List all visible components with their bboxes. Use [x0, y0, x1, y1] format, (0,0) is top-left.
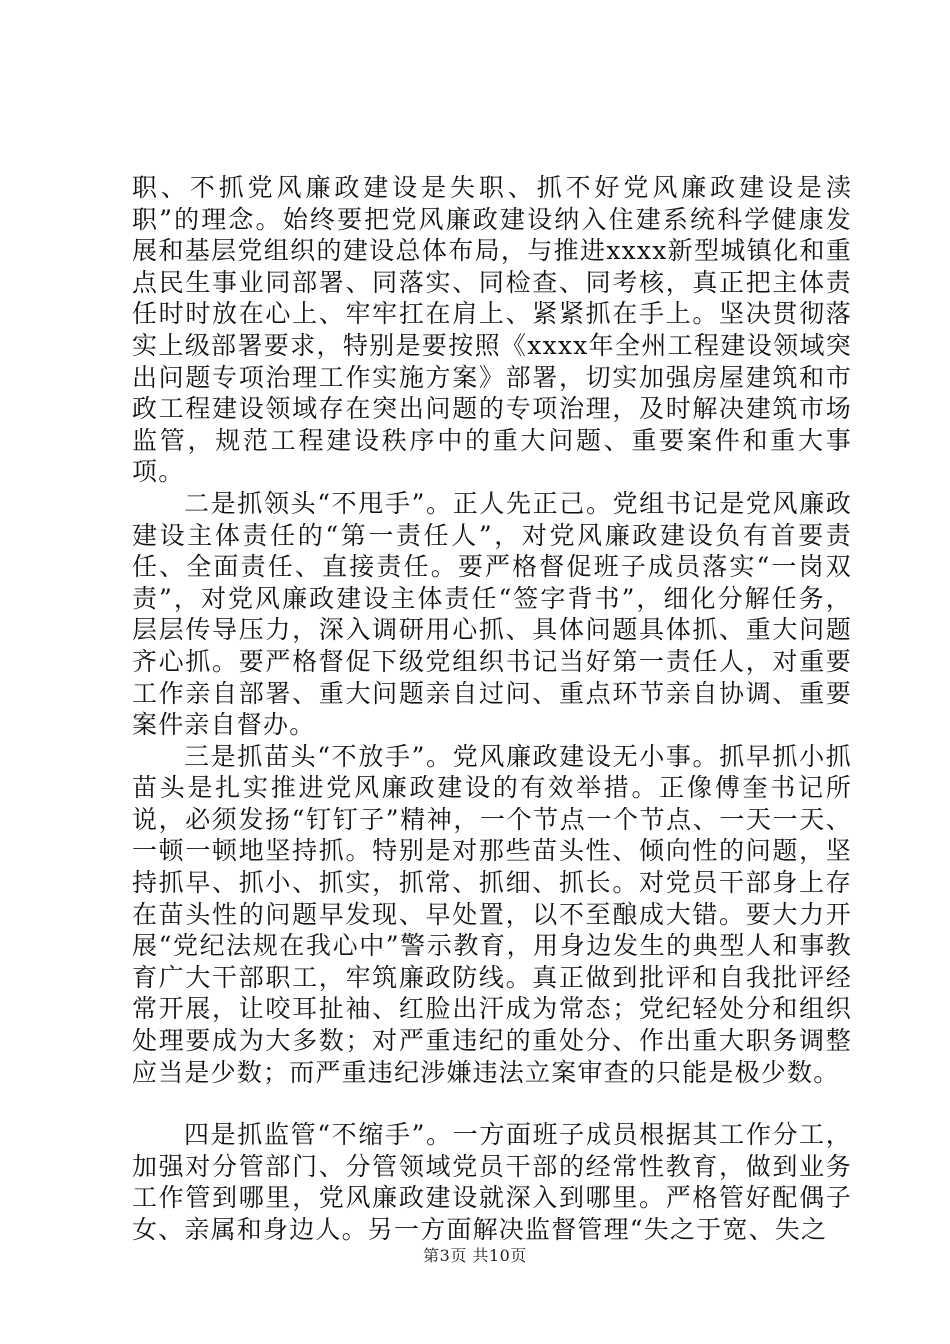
paragraph-point-4: 四是抓监管“不缩手”。一方面班子成员根据其工作分工，加强对分管部门、分管领域党员干部的经常性教育，做到业务工作管到哪里，党风廉政建设就深入到哪里。严格管好配偶子女、亲属和身边人。另一方面解决监督管理“失之于宽、失之: [132, 1120, 852, 1244]
paragraph-point-3: 三是抓苗头“不放手”。党风廉政建设无小事。抓早抓小抓苗头是扎实推进党风廉政建设的有效举措。正像傅奎书记所说，必须发扬“钉钉子”精神，一个节点一个节点、一天一天、一顿一顿地坚持抓。特别是对那些苗头性、倾向性的问题，坚持抓早、抓小、抓实，抓常、抓细、抓长。对党员干部身上存在苗头性的问题早发现、早处置，以不至酿成大错。要大力开展“党纪法规在我心中”警示教育，用身边发生的典型人和事教育广大干部职工，牢筑廉政防线。真正做到批评和自我批评经常开展，让咬耳扯袖、红脸出汗成为常态；党纪轻处分和组织处理要成为大多数；对严重违纪的重处分、作出重大职务调整应当是少数；而严重违纪涉嫌违法立案审查的只能是极少数。: [132, 741, 852, 1087]
page-number-footer: 第3页 共10页: [423, 1246, 527, 1265]
paragraph-point-2: 二是抓领头“不甩手”。正人先正己。党组书记是党风廉政建设主体责任的“第一责任人”，对党风廉政建设负有首要责任、全面责任、直接责任。要严格督促班子成员落实“一岗双责”，对党风廉政建设主体责任“签字背书”，细化分解任务，层层传导压力，深入调研用心抓、具体问题具体抓、重大问题齐心抓。要严格督促下级党组织书记当好第一责任人，对重要工作亲自部署、重大问题亲自过问、重点环节亲自协调、重要案件亲自督办。: [132, 488, 852, 740]
document-body: [132, 172, 852, 1246]
paragraph-continued: 职、不抓党风廉政建设是失职、抓不好党风廉政建设是渎职”的理念。始终要把党风廉政建设纳入住建系统科学健康发展和基层党组织的建设总体布局，与推进xxxx新型城镇化和重点民生事业同部署、同落实、同检查、同考核，真正把主体责任时时放在心上、牢牢扛在肩上、紧紧抓在手上。坚决贯彻落实上级部署要求，特别是要按照《xxxx年全州工程建设领域突出问题专项治理工作实施方案》部署，切实加强房屋建筑和市政工程建设领域存在突出问题的专项治理，及时解决建筑市场监管，规范工程建设秩序中的重大问题、重要案件和重大事项。: [132, 173, 852, 487]
